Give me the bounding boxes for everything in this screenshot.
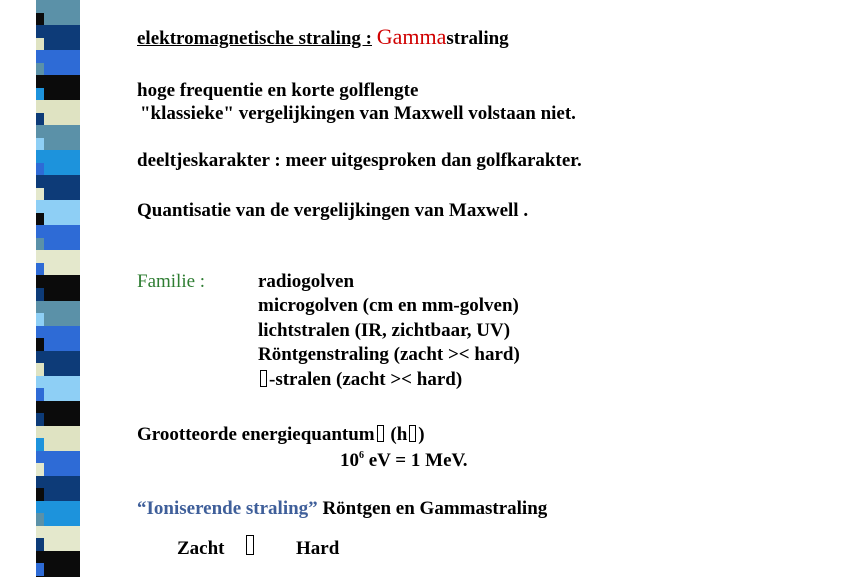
zacht-label: Zacht	[177, 538, 225, 559]
decorative-stripe	[0, 0, 80, 576]
energie-value: eV = 1 MeV.	[368, 450, 468, 471]
stripe-block	[36, 513, 44, 526]
line-quantisatie: Quantisatie van de vergelijkingen van Maxwell .	[137, 200, 529, 221]
missing-glyph-icon	[246, 535, 254, 555]
stripe-block	[36, 138, 44, 151]
stripe-block	[36, 213, 44, 226]
line-frequentie: hoge frequentie en korte golflengte	[137, 80, 419, 101]
ioniserend-line	[137, 498, 547, 520]
familie-item-2: microgolven (cm en mm-golven)	[258, 295, 519, 316]
stripe-block	[36, 388, 44, 401]
stripe-block	[36, 113, 44, 126]
missing-glyph-icon	[377, 425, 384, 442]
stripe-block	[36, 13, 44, 26]
stripe-block	[36, 288, 44, 301]
stripe-block	[36, 563, 44, 576]
stripe-block	[36, 438, 44, 451]
familie-item-3: lichtstralen (IR, zichtbaar, UV)	[258, 320, 511, 341]
line-deeltjes: deeltjeskarakter : meer uitgesproken dan golfkarakter.	[137, 150, 582, 171]
gamma-highlight: Gamma	[376, 24, 447, 49]
energie-text: Grootteorde energiequantum	[137, 424, 375, 445]
stripe-block	[36, 488, 44, 501]
stripe-block	[36, 463, 44, 476]
familie-item-1: radiogolven	[258, 271, 355, 292]
title-suffix: straling	[446, 28, 509, 49]
stripe-block	[36, 238, 44, 251]
ioniserend-quote: “Ioniserende straling”	[137, 498, 318, 519]
familie-label: Familie :	[137, 271, 206, 292]
stripe-block	[36, 338, 44, 351]
hard-label: Hard	[296, 538, 340, 559]
stripe-block	[36, 538, 44, 551]
ioniserend-rest: Röntgen en Gammastraling	[322, 498, 548, 519]
energie-h: (h	[390, 424, 408, 445]
line-maxwell: "klassieke" vergelijkingen van Maxwell volstaan niet.	[140, 103, 576, 124]
title-line	[137, 26, 509, 50]
energie-base: 10	[340, 450, 359, 471]
stripe-block	[36, 363, 44, 376]
energie-close: )	[418, 424, 425, 445]
arrow-placeholder	[244, 535, 256, 559]
energie-line-2	[340, 450, 468, 472]
energie-exp: 6	[359, 450, 364, 461]
stripe-block	[36, 88, 44, 101]
stripe-block	[36, 263, 44, 276]
familie-item-5	[258, 369, 462, 391]
missing-glyph-icon	[260, 370, 267, 387]
missing-glyph-icon	[409, 425, 416, 442]
title-text: elektromagnetische straling :	[137, 28, 372, 49]
stripe-block	[36, 188, 44, 201]
stripe-block	[36, 313, 44, 326]
stripe-block	[36, 63, 44, 76]
stripe-block	[36, 163, 44, 176]
familie-item-5-text: -stralen (zacht >< hard)	[269, 369, 463, 390]
familie-item-4: Röntgenstraling (zacht >< hard)	[258, 344, 520, 365]
stripe-block	[36, 413, 44, 426]
energie-line	[137, 424, 425, 446]
stripe-block	[36, 38, 44, 51]
